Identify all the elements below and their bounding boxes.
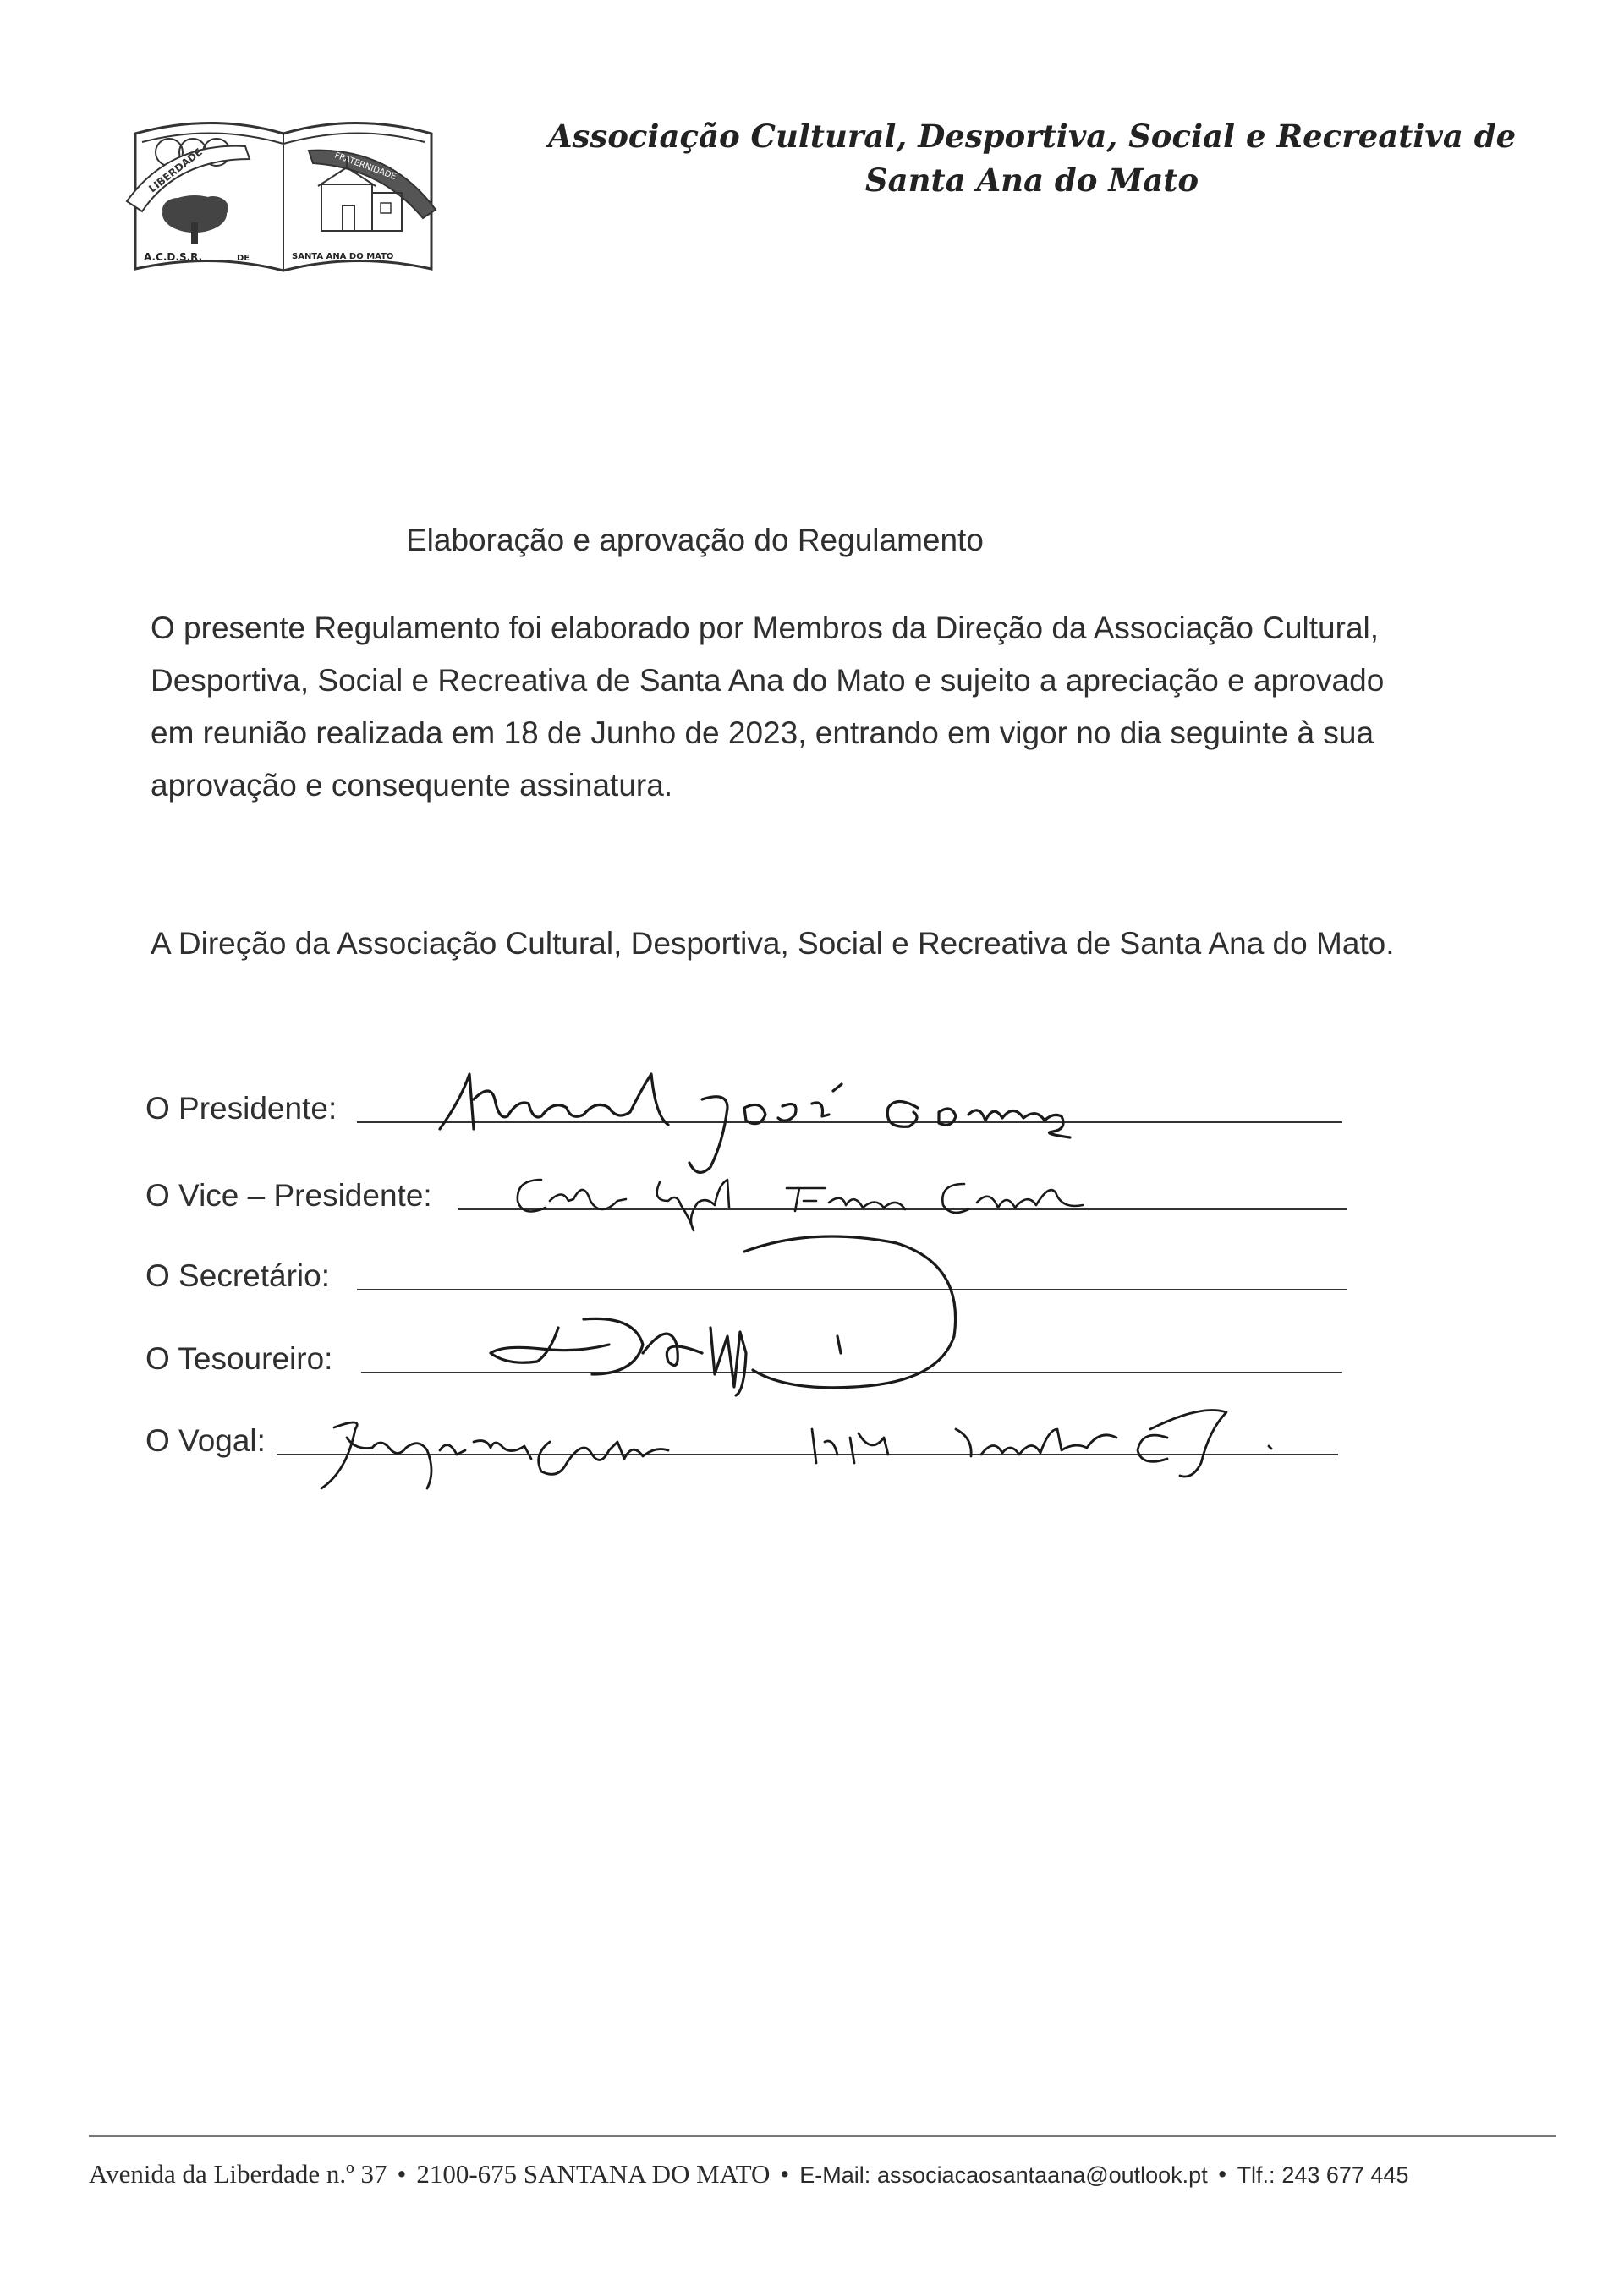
body-line: em reunião realizada em 18 de Junho de 2023, entrando em vigor no dia seguinte à sua [151, 715, 1374, 750]
footer-phone-label: Tlf.: [1237, 2162, 1276, 2188]
footer-separator: • [1217, 2159, 1227, 2189]
footer-phone: 243 677 445 [1281, 2162, 1409, 2188]
footer-separator: • [780, 2159, 790, 2189]
vogal-label: O Vogal: [145, 1423, 266, 1458]
logo-bottom-middle: DE [237, 254, 250, 263]
footer-email-label: E-Mail: [799, 2162, 871, 2188]
treasurer-label: O Tesoureiro: [145, 1341, 333, 1376]
body-line: aprovação e consequente assinatura. [151, 768, 673, 803]
footer [89, 2159, 1561, 2189]
vice-president-label: O Vice – Presidente: [145, 1178, 432, 1213]
footer-email[interactable]: associacaosantaana@outlook.pt [877, 2162, 1208, 2188]
body-line: O presente Regulamento foi elaborado por Membros da Direção da Associação Cultural, [151, 611, 1380, 645]
signature-row-vice-president [145, 1163, 1347, 1214]
logo-bottom-right: SANTA ANA DO MATO [292, 252, 394, 261]
vogal-signature-line [277, 1454, 1338, 1455]
footer-address: Avenida da Liberdade n.º 37 [89, 2159, 387, 2189]
treasurer-signature-line [361, 1372, 1342, 1373]
signature-row-president [145, 1076, 1347, 1126]
footer-divider [89, 2135, 1556, 2137]
logo-bottom-left: A.C.D.S.R. [144, 251, 203, 263]
signature-row-vogal [145, 1408, 1347, 1459]
signature-row-secretary [145, 1243, 1347, 1294]
president-label: O Presidente: [145, 1091, 337, 1126]
secretary-signature-line [357, 1289, 1347, 1290]
secretary-label: O Secretário: [145, 1258, 330, 1293]
org-name-line-2: Santa Ana do Mato [864, 162, 1199, 199]
association-logo [118, 108, 448, 294]
logo-banner-left: LIBERDADE [146, 145, 205, 195]
closing-statement: A Direção da Associação Cultural, Desportiva, Social e Recreativa de Santa Ana do Mato. [151, 926, 1395, 961]
vice-president-signature-line [458, 1208, 1347, 1210]
signature-row-treasurer [145, 1326, 1347, 1377]
footer-separator: • [397, 2159, 407, 2189]
logo-banner-right: FRATERNIDADE [332, 151, 398, 183]
organization-title [474, 114, 1590, 202]
president-signature-line [357, 1121, 1342, 1123]
document-heading: Elaboração e aprovação do Regulamento [406, 523, 984, 557]
body-paragraph [151, 602, 1538, 812]
footer-postal: 2100-675 SANTANA DO MATO [416, 2159, 771, 2189]
org-name-line-1: Associação Cultural, Desportiva, Social e Recreativa de [547, 118, 1517, 155]
body-line: Desportiva, Social e Recreativa de Santa Ana do Mato e sujeito a apreciação e aprovado [151, 663, 1385, 698]
